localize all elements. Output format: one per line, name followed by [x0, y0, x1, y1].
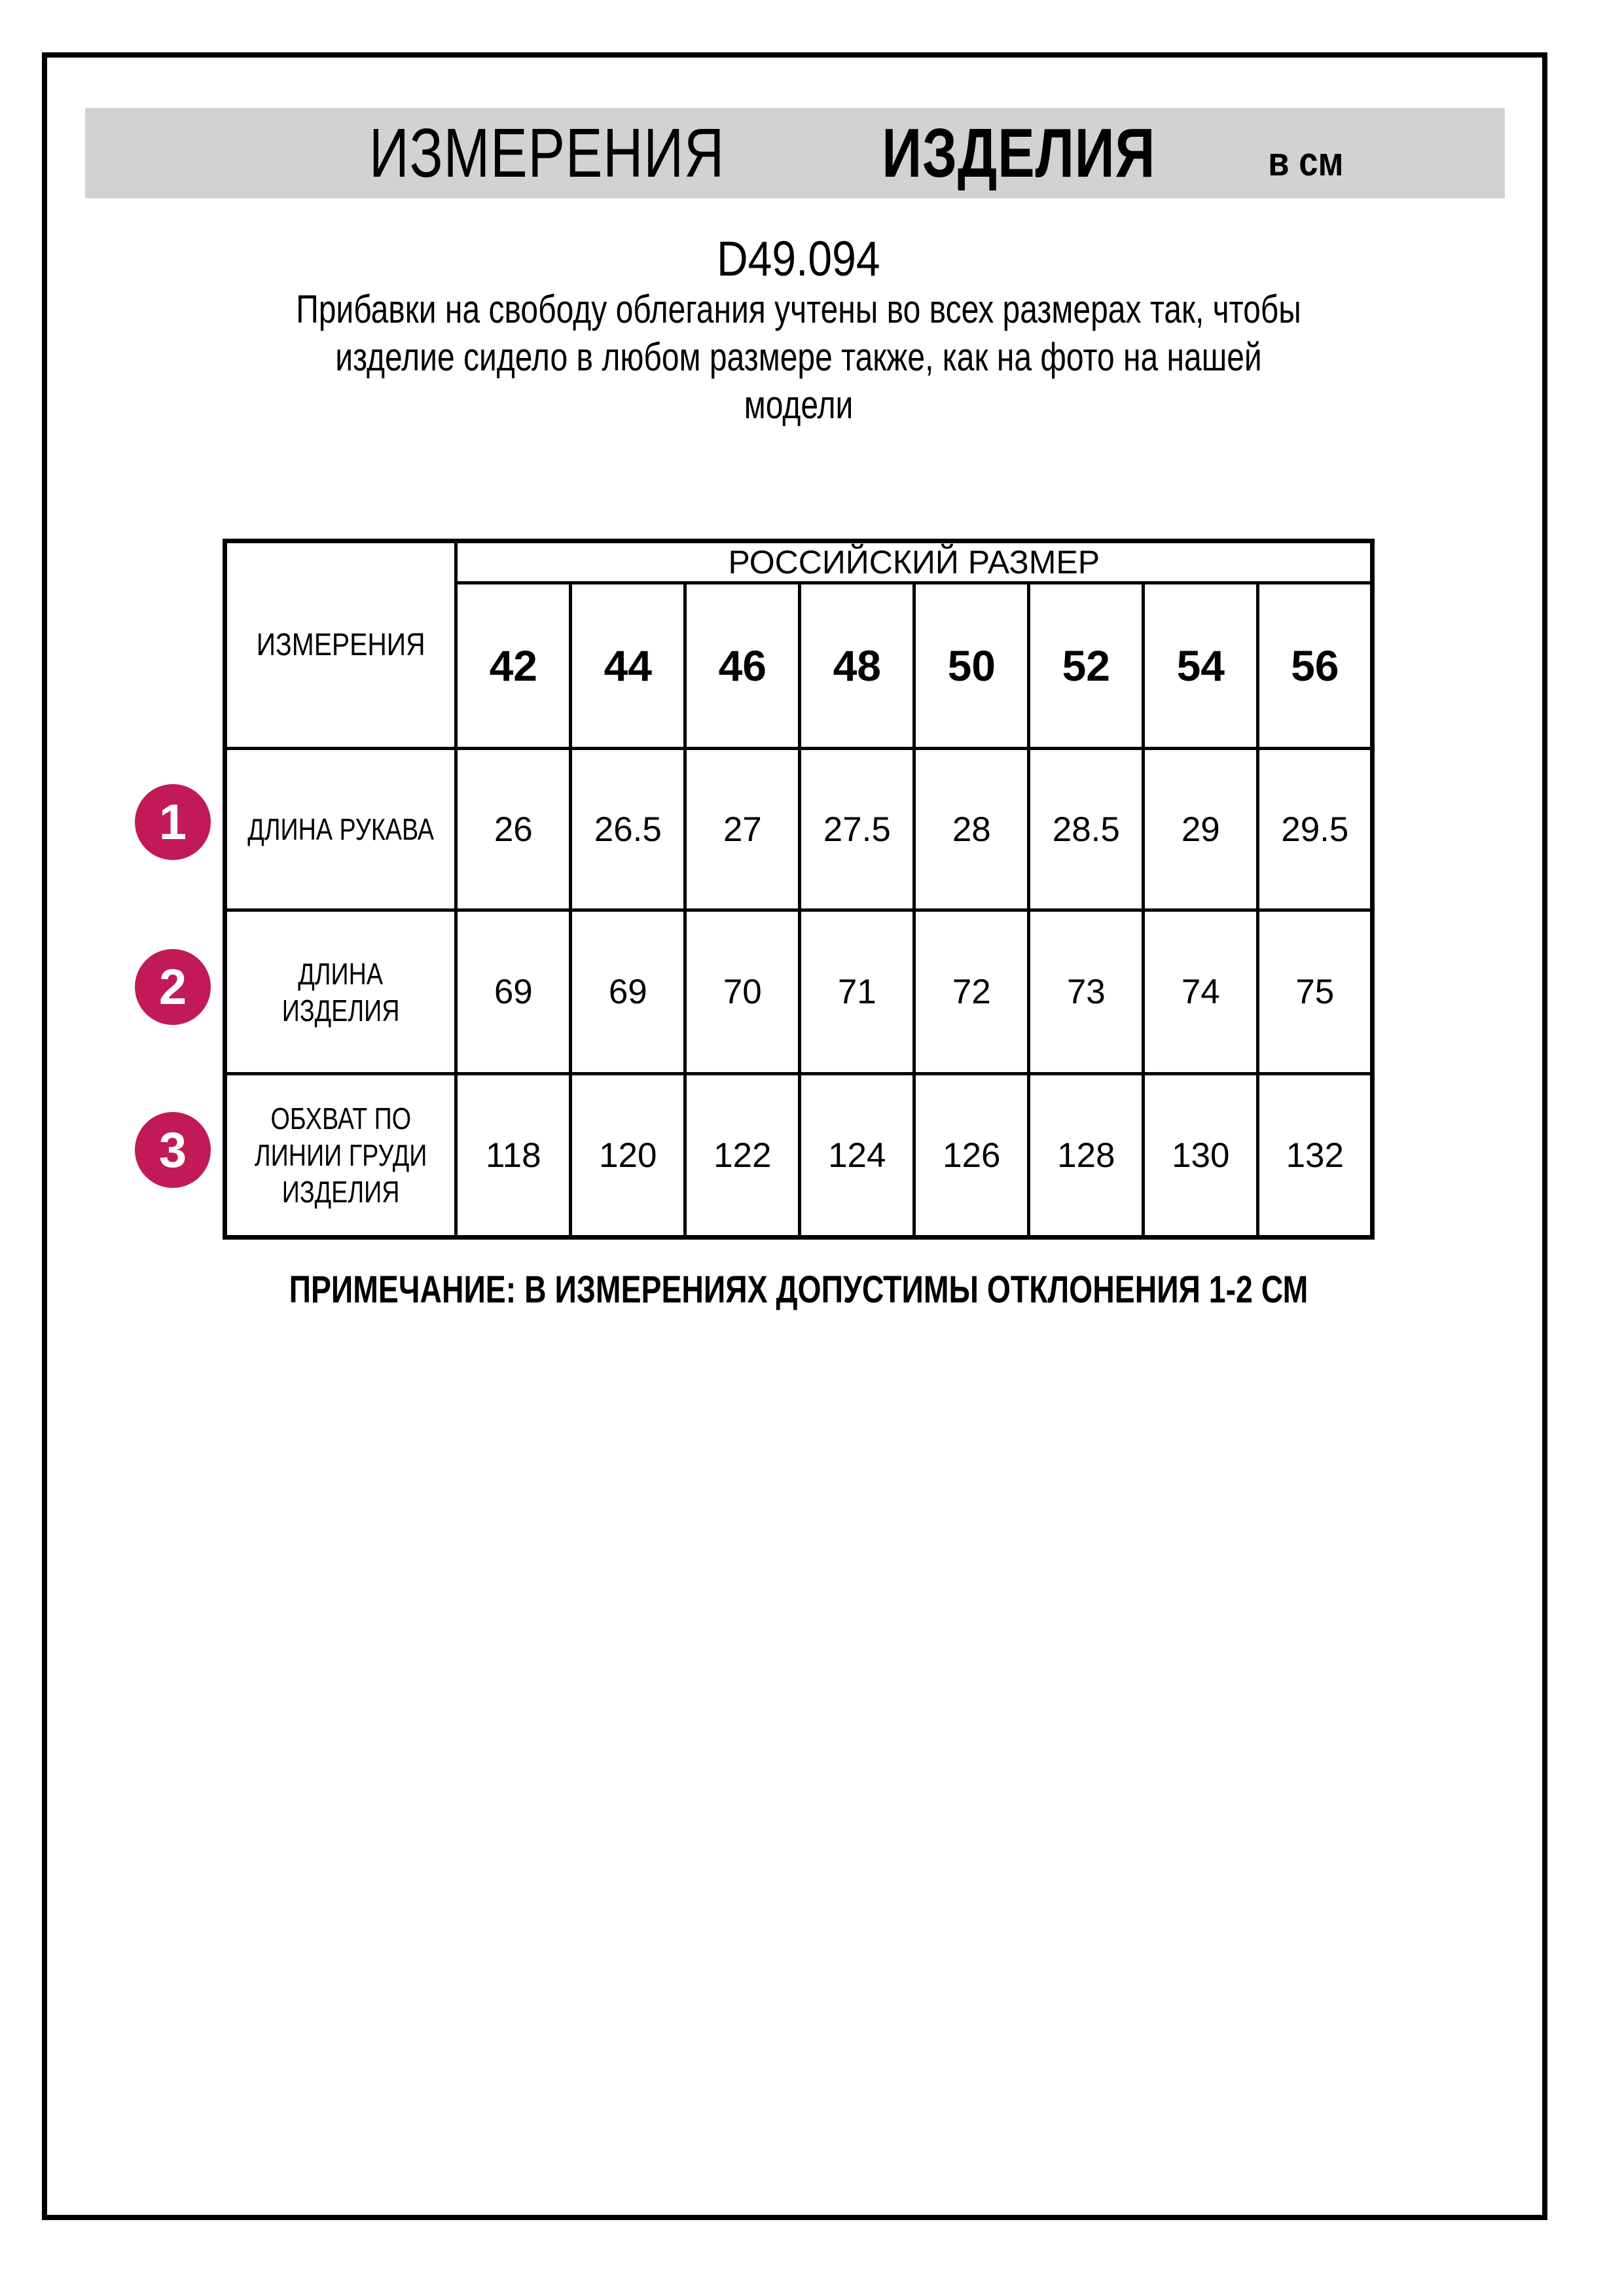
size-col-54: 54 — [1144, 583, 1258, 749]
table-cell: 122 — [685, 1074, 800, 1238]
title-bar — [85, 108, 1505, 198]
table-cell: 73 — [1029, 910, 1144, 1074]
description-line-2: изделие сидело в любом размере также, как на фото на нашей — [335, 335, 1262, 379]
table-cell: 26 — [456, 749, 571, 910]
table-cell: 74 — [1144, 910, 1258, 1074]
table-cell: 72 — [914, 910, 1029, 1074]
table-cell: 130 — [1144, 1074, 1258, 1238]
badge-2: 2 — [135, 949, 211, 1025]
table-row-group-header — [225, 541, 1373, 583]
title-measurements: ИЗМЕРЕНИЯ — [369, 114, 725, 192]
row-label-product-length: ДЛИНА ИЗДЕЛИЯ — [225, 910, 456, 1074]
table-cell: 29 — [1144, 749, 1258, 910]
row-label-chest-girth: ОБХВАТ ПО ЛИНИИ ГРУДИ ИЗДЕЛИЯ — [225, 1074, 456, 1238]
table-cell: 69 — [571, 910, 685, 1074]
table-cell: 120 — [571, 1074, 685, 1238]
description-line-3: модели — [744, 383, 854, 427]
size-col-46: 46 — [685, 583, 800, 749]
table-cell: 27 — [685, 749, 800, 910]
table-cell: 118 — [456, 1074, 571, 1238]
table-cell: 70 — [685, 910, 800, 1074]
size-col-56: 56 — [1258, 583, 1373, 749]
table-cell: 126 — [914, 1074, 1029, 1238]
note: ПРИМЕЧАНИЕ: В ИЗМЕРЕНИЯХ ДОПУСТИМЫ ОТКЛОНЕНИЯ 1-2 СМ — [289, 1268, 1308, 1311]
badge-1: 1 — [135, 784, 211, 860]
row-label-sleeve-length: ДЛИНА РУКАВА — [225, 749, 456, 910]
product-code: D49.094 — [717, 231, 880, 286]
table-cell: 75 — [1258, 910, 1373, 1074]
table-cell: 128 — [1029, 1074, 1144, 1238]
size-col-52: 52 — [1029, 583, 1144, 749]
table-row-chest-girth — [225, 1074, 1373, 1238]
size-col-42: 42 — [456, 583, 571, 749]
table-cell: 124 — [800, 1074, 914, 1238]
size-col-50: 50 — [914, 583, 1029, 749]
table-cell: 28.5 — [1029, 749, 1144, 910]
title-product: ИЗДЕЛИЯ — [882, 114, 1156, 192]
table-cell: 26.5 — [571, 749, 685, 910]
product-description — [88, 285, 1509, 429]
corner-label: ИЗМЕРЕНИЯ — [225, 541, 456, 749]
description-line-1: Прибавки на свободу облегания учтены во всех размерах так, чтобы — [296, 287, 1301, 331]
size-col-48: 48 — [800, 583, 914, 749]
table-cell: 69 — [456, 910, 571, 1074]
table-cell: 132 — [1258, 1074, 1373, 1238]
size-col-44: 44 — [571, 583, 685, 749]
table-cell: 71 — [800, 910, 914, 1074]
table-row-product-length — [225, 910, 1373, 1074]
table-cell: 29.5 — [1258, 749, 1373, 910]
title-unit: в см — [1268, 139, 1344, 185]
size-table — [223, 539, 1375, 1240]
table-cell: 28 — [914, 749, 1029, 910]
group-header: РОССИЙСКИЙ РАЗМЕР — [456, 541, 1373, 583]
table-row-sleeve-length — [225, 749, 1373, 910]
badge-3: 3 — [135, 1112, 211, 1188]
table-cell: 27.5 — [800, 749, 914, 910]
